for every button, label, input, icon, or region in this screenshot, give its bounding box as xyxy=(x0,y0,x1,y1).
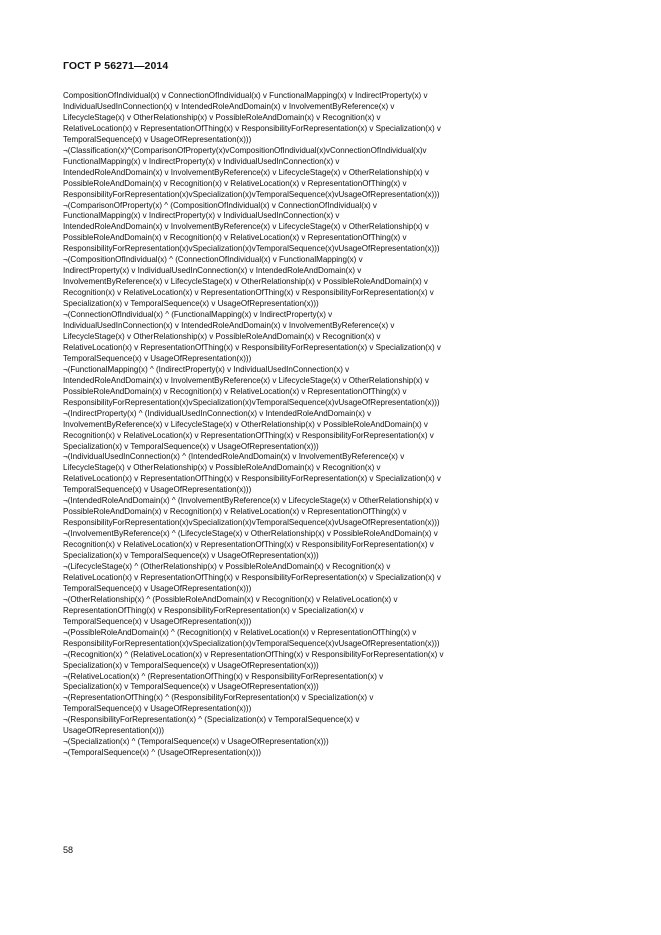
formula-line: ResponsibilityForRepresentation(x)vSpecialization(x)vTemporalSequence(x)vUsageOfRepresentation(x))) xyxy=(63,397,440,407)
formula-line: ¬(OtherRelationship(x) ^ (PossibleRoleAndDomain(x) v Recognition(x) v RelativeLocation(x) v xyxy=(63,594,398,604)
document-header: ГОСТ Р 56271—2014 xyxy=(63,60,169,72)
formula-line: ¬(Classification(x)^(ComparisonOfProperty(x)vCompositionOfIndividual(x)vConnectionOfIndividual(x)v xyxy=(63,145,427,155)
formula-line: ¬(IntendedRoleAndDomain(x) ^ (InvolvementByReference(x) v LifecycleStage(x) v OtherRelationship(x) v xyxy=(63,496,439,506)
formula-line: RepresentationOfThing(x) v ResponsibilityForRepresentation(x) v Specialization(x) v xyxy=(63,605,364,615)
formula-line: IndirectProperty(x) v IndividualUsedInConnection(x) v IntendedRoleAndDomain(x) v xyxy=(63,266,362,276)
formula-line: RelativeLocation(x) v RepresentationOfThing(x) v ResponsibilityForRepresentation(x) v Specialization(x) v xyxy=(63,342,441,352)
page-number: 58 xyxy=(63,845,74,855)
formula-line: Specialization(x) v TemporalSequence(x) v UsageOfRepresentation(x))) xyxy=(63,682,319,692)
formula-line: TemporalSequence(x) v UsageOfRepresentation(x))) xyxy=(63,616,252,626)
formula-line: FunctionalMapping(x) v IndirectProperty(x) v IndividualUsedInConnection(x) v xyxy=(63,211,340,221)
formula-line: TemporalSequence(x) v UsageOfRepresentation(x))) xyxy=(63,704,252,714)
formula-line: ¬(IndirectProperty(x) ^ (IndividualUsedInConnection(x) v IntendedRoleAndDomain(x) v xyxy=(63,408,372,418)
formula-line: PossibleRoleAndDomain(x) v Recognition(x) v RelativeLocation(x) v RepresentationOfThing(x) v xyxy=(63,233,407,243)
formula-line: ¬(Specialization(x) ^ (TemporalSequence(x) v UsageOfRepresentation(x))) xyxy=(63,737,329,747)
formula-line: LifecycleStage(x) v OtherRelationship(x) v PossibleRoleAndDomain(x) v Recognition(x) v xyxy=(63,331,381,341)
formula-line: ¬(InvolvementByReference(x) ^ (LifecycleStage(x) v OtherRelationship(x) v PossibleRoleAndDomain(x) v xyxy=(63,529,438,539)
formula-line: ¬(ComparisonOfProperty(x) ^ (CompositionOfIndividual(x) v ConnectionOfIndividual(x) v xyxy=(63,200,377,210)
formula-line: CompositionOfIndividual(x) v ConnectionOfIndividual(x) v FunctionalMapping(x) v IndirectProperty(x) v xyxy=(63,91,428,100)
formula-line: Specialization(x) v TemporalSequence(x) v UsageOfRepresentation(x))) xyxy=(63,660,319,670)
formula-line: LifecycleStage(x) v OtherRelationship(x) v PossibleRoleAndDomain(x) v Recognition(x) v xyxy=(63,463,381,473)
formula-line: FunctionalMapping(x) v IndirectProperty(x) v IndividualUsedInConnection(x) v xyxy=(63,156,340,166)
formula-line: TemporalSequence(x) v UsageOfRepresentation(x))) xyxy=(63,134,252,144)
formula-line: IntendedRoleAndDomain(x) v InvolvementByReference(x) v LifecycleStage(x) v OtherRelationship(x) v xyxy=(63,222,429,232)
formula-line: PossibleRoleAndDomain(x) v Recognition(x) v RelativeLocation(x) v RepresentationOfThing(x) v xyxy=(63,386,407,396)
formula-line: TemporalSequence(x) v UsageOfRepresentation(x))) xyxy=(63,583,252,593)
formula-line: PossibleRoleAndDomain(x) v Recognition(x) v RelativeLocation(x) v RepresentationOfThing(x) v xyxy=(63,507,407,517)
formula-line: ¬(ResponsibilityForRepresentation(x) ^ (Specialization(x) v TemporalSequence(x) v xyxy=(63,715,360,725)
formula-line: Specialization(x) v TemporalSequence(x) v UsageOfRepresentation(x))) xyxy=(63,551,319,561)
formula-text-block xyxy=(63,91,603,759)
formula-line: IntendedRoleAndDomain(x) v InvolvementByReference(x) v LifecycleStage(x) v OtherRelationship(x) v xyxy=(63,167,429,177)
formula-line: Recognition(x) v RelativeLocation(x) v RepresentationOfThing(x) v ResponsibilityForRepresentation(x) v xyxy=(63,540,434,550)
formula-line: Recognition(x) v RelativeLocation(x) v RepresentationOfThing(x) v ResponsibilityForRepresentation(x) v xyxy=(63,288,434,298)
formula-line: ¬(IndividualUsedInConnection(x) ^ (IntendedRoleAndDomain(x) v InvolvementByReference(x) v xyxy=(63,452,405,462)
formula-line: RelativeLocation(x) v RepresentationOfThing(x) v ResponsibilityForRepresentation(x) v Specialization(x) v xyxy=(63,123,441,133)
formula-line: ¬(ConnectionOfIndividual(x) ^ (FunctionalMapping(x) v IndirectProperty(x) v xyxy=(63,310,333,320)
formula-line: ¬(Recognition(x) ^ (RelativeLocation(x) v RepresentationOfThing(x) v ResponsibilityForRepresentation(x) v xyxy=(63,649,444,659)
formula-line: InvolvementByReference(x) v LifecycleStage(x) v OtherRelationship(x) v PossibleRoleAndDomain(x) v xyxy=(63,419,428,429)
formula-line: ResponsibilityForRepresentation(x)vSpecialization(x)vTemporalSequence(x)vUsageOfRepresentation(x))) xyxy=(63,189,440,199)
formula-line: InvolvementByReference(x) v LifecycleStage(x) v OtherRelationship(x) v PossibleRoleAndDomain(x) v xyxy=(63,277,428,287)
formula-line: ¬(FunctionalMapping(x) ^ (IndirectProperty(x) v IndividualUsedInConnection(x) v xyxy=(63,364,350,374)
formula-line: TemporalSequence(x) v UsageOfRepresentation(x))) xyxy=(63,485,252,495)
formula-line: IntendedRoleAndDomain(x) v InvolvementByReference(x) v LifecycleStage(x) v OtherRelationship(x) v xyxy=(63,375,429,385)
formula-line: PossibleRoleAndDomain(x) v Recognition(x) v RelativeLocation(x) v RepresentationOfThing(x) v xyxy=(63,178,407,188)
formula-line: IndividualUsedInConnection(x) v IntendedRoleAndDomain(x) v InvolvementByReference(x) v xyxy=(63,101,395,111)
formula-line: UsageOfRepresentation(x))) xyxy=(63,726,165,736)
formula-line: RelativeLocation(x) v RepresentationOfThing(x) v ResponsibilityForRepresentation(x) v Specialization(x) v xyxy=(63,474,441,484)
formula-line: ResponsibilityForRepresentation(x)vSpecialization(x)vTemporalSequence(x)vUsageOfRepresentation(x))) xyxy=(63,244,440,254)
formula-line: ResponsibilityForRepresentation(x)vSpecialization(x)vTemporalSequence(x)vUsageOfRepresentation(x))) xyxy=(63,518,440,528)
formula-line: ¬(PossibleRoleAndDomain(x) ^ (Recognition(x) v RelativeLocation(x) v RepresentationOfThing(x) v xyxy=(63,627,417,637)
formula-line: RelativeLocation(x) v RepresentationOfThing(x) v ResponsibilityForRepresentation(x) v Specialization(x) v xyxy=(63,572,441,582)
formula-line: ¬(LifecycleStage(x) ^ (OtherRelationship(x) v PossibleRoleAndDomain(x) v Recognition(x) v xyxy=(63,561,391,571)
formula-line: Specialization(x) v TemporalSequence(x) v UsageOfRepresentation(x))) xyxy=(63,441,319,451)
formula-line: TemporalSequence(x) v UsageOfRepresentation(x))) xyxy=(63,353,252,363)
formula-line: ¬(CompositionOfIndividual(x) ^ (ConnectionOfIndividual(x) v FunctionalMapping(x) v xyxy=(63,255,363,265)
formula-line: Recognition(x) v RelativeLocation(x) v RepresentationOfThing(x) v ResponsibilityForRepresentation(x) v xyxy=(63,430,434,440)
formula-line: LifecycleStage(x) v OtherRelationship(x) v PossibleRoleAndDomain(x) v Recognition(x) v xyxy=(63,112,381,122)
formula-line: ResponsibilityForRepresentation(x)vSpecialization(x)vTemporalSequence(x)vUsageOfRepresentation(x))) xyxy=(63,638,440,648)
formula-line: IndividualUsedInConnection(x) v IntendedRoleAndDomain(x) v InvolvementByReference(x) v xyxy=(63,321,395,331)
formula-line: ¬(TemporalSequence(x) ^ (UsageOfRepresentation(x))) xyxy=(63,748,262,758)
formula-line: Specialization(x) v TemporalSequence(x) v UsageOfRepresentation(x))) xyxy=(63,299,319,309)
formula-line: ¬(RelativeLocation(x) ^ (RepresentationOfThing(x) v ResponsibilityForRepresentation(x) v xyxy=(63,671,384,681)
formula-line: ¬(RepresentationOfThing(x) ^ (ResponsibilityForRepresentation(x) v Specialization(x) v xyxy=(63,693,374,703)
